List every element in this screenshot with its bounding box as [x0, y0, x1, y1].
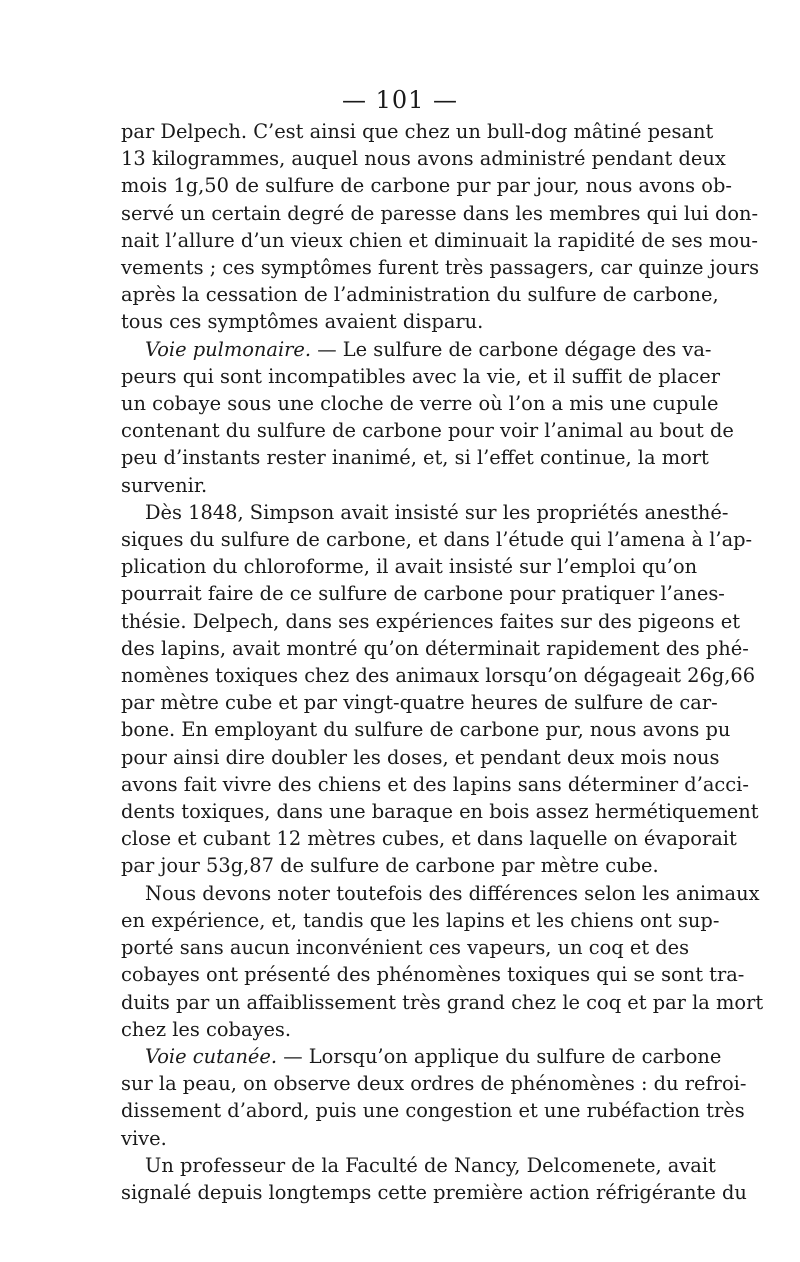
text-line: plication du chloroforme, il avait insisté sur l’emploi qu’on — [121, 555, 698, 579]
text-line: un cobaye sous une cloche de verre où l’on a mis une cupule — [121, 392, 719, 416]
text-line: dents toxiques, dans une baraque en bois assez hermétiquement — [121, 800, 759, 824]
text-line: porté sans aucun inconvénient ces vapeurs, un coq et des — [121, 936, 690, 960]
paragraph — [121, 336, 734, 499]
section-heading: Voie pulmonaire. — [145, 337, 312, 361]
text-line: Dès 1848, Simpson avait insisté sur les propriétés anesthé- — [145, 500, 729, 524]
text-line: par Delpech. C’est ainsi que chez un bull-dog mâtiné pesant — [121, 120, 714, 143]
text-line: thésie. Delpech, dans ses expériences faites sur des pigeons et — [121, 609, 741, 633]
text-line: en expérience, et, tandis que les lapins et les chiens ont sup- — [121, 908, 720, 932]
text-line: par mètre cube et par vingt-quatre heures de sulfure de car- — [121, 691, 718, 715]
text-line: par jour 53g,87 de sulfure de carbone par mètre cube. — [121, 854, 659, 878]
text-line: tous ces symptômes avaient disparu. — [121, 310, 484, 334]
paragraph — [121, 1152, 747, 1206]
text-line: 13 kilogrammes, auquel nous avons administré pendant deux — [121, 147, 726, 171]
text-line: peurs qui sont incompatibles avec la vie, et il suffit de placer — [121, 364, 720, 388]
paragraph — [121, 880, 764, 1043]
text-line: servé un certain degré de paresse dans les membres qui lui don- — [121, 201, 759, 225]
text-line: après la cessation de l’administration du sulfure de carbone, — [121, 283, 719, 307]
text-line: cobayes ont présenté des phénomènes toxiques qui se sont tra- — [121, 963, 745, 987]
text-line: dissement d’abord, puis une congestion et une rubéfaction très — [121, 1099, 745, 1123]
text-run: — Lorsqu’on applique du sulfure de carbone — [277, 1044, 722, 1068]
text-line: pourrait faire de ce sulfure de carbone pour pratiquer l’anes- — [121, 582, 725, 606]
text-line — [121, 336, 712, 363]
text-line: des lapins, avait montré qu’on déterminait rapidement des phé- — [121, 636, 749, 660]
text-line: sur la peau, on observe deux ordres de phénomènes : du refroi- — [121, 1072, 747, 1096]
paragraph — [121, 1043, 747, 1152]
text-line: vive. — [121, 1126, 167, 1150]
text-line: contenant du sulfure de carbone pour voir l’animal au bout de — [121, 419, 734, 443]
section-heading: Voie cutanée. — [145, 1044, 278, 1068]
text-line: signalé depuis longtemps cette première action réfrigérante du — [121, 1180, 747, 1204]
text-line: bone. En employant du sulfure de carbone pur, nous avons pu — [121, 718, 731, 742]
text-line: close et cubant 12 mètres cubes, et dans laquelle on évaporait — [121, 827, 737, 851]
text-line: nait l’allure d’un vieux chien et diminuait la rapidité de ses mou- — [121, 228, 758, 252]
paragraph — [121, 499, 759, 880]
text-line: pour ainsi dire doubler les doses, et pendant deux mois nous — [121, 745, 720, 769]
text-line: nomènes toxiques chez des animaux lorsqu’on dégageait 26g,66 — [121, 664, 756, 688]
text-line: peu d’instants rester inanimé, et, si l’effet continue, la mort — [121, 446, 709, 470]
body-text — [121, 118, 764, 1206]
text-line: mois 1g,50 de sulfure de carbone pur par jour, nous avons ob- — [121, 174, 732, 198]
text-line: duits par un affaiblissement très grand chez le coq et par la mort — [121, 990, 764, 1014]
paragraph — [121, 118, 760, 336]
text-run: — Le sulfure de carbone dégage des va- — [311, 337, 712, 361]
text-line: Un professeur de la Faculté de Nancy, Delcomenete, avait — [145, 1153, 716, 1177]
text-line: chez les cobayes. — [121, 1017, 292, 1041]
text-line: vements ; ces symptômes furent très passagers, car quinze jours — [121, 256, 760, 280]
text-line: avons fait vivre des chiens et des lapins sans déterminer d’acci- — [121, 772, 749, 796]
text-line: survenir. — [121, 473, 208, 497]
text-line: siques du sulfure de carbone, et dans l’étude qui l’amena à l’ap- — [121, 528, 753, 552]
text-line — [121, 1043, 722, 1070]
page-number: — 101 — — [341, 86, 459, 114]
text-line: Nous devons noter toutefois des différences selon les animaux — [145, 881, 760, 905]
